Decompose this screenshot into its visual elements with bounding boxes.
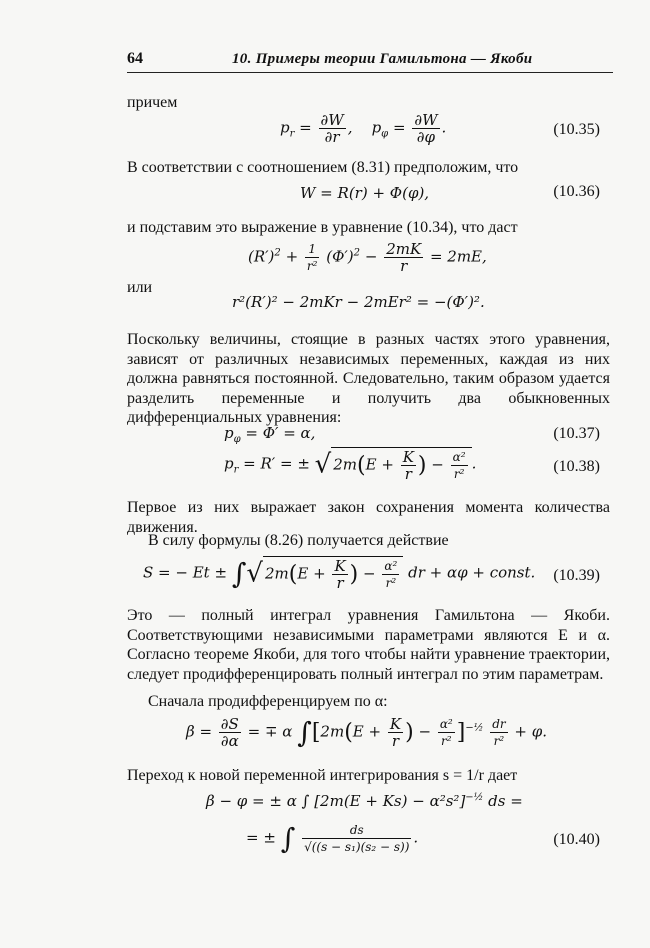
text-sootvetstvii: В соответствии с соотношением (8.31) предположим, что — [127, 159, 519, 176]
equation-number-10-39: (10.39) — [553, 567, 600, 584]
equation-10-35: $p_r$ = $\frac{\partial W}{\partial r}$ , $p_\varphi$ = $\frac{\partial W}{\partial\varphi}$ . — [280, 111, 447, 146]
paragraph-poskolku: Поскольку величины, стоящие в разных частях этого уравнения, зависят от различных независимых переменных, каждая из них должна равняться постоянной. Следовательно, таким образом удается разделить переменные и получить два обыкновенных дифференциальных уравнения: — [127, 331, 610, 426]
text-prichem: причем — [127, 94, 178, 111]
equation-number-10-35: (10.35) — [553, 121, 600, 138]
equation-10-38: $p_r = R'$ = ± √ 2m(E + $\frac{K}{r}$ ) − $\frac{\text{α²}}{\text{r²}}$ . — [224, 448, 477, 483]
equation-number-10-37: (10.37) — [553, 425, 600, 442]
equation-10-40-line2: = ± ∫ $\frac{ds}{\text{√((s − s₁)(s₂ − s))}}$ . — [246, 822, 419, 855]
page-number: 64 — [127, 50, 143, 67]
equation-beta: β = $\frac{\partial S}{\partial\alpha}$ = ∓ α ∫[2m(E + $\frac{K}{r}$ ) − $\frac{\text{α²}}{\text{r²}}$ ]$^{-\frac{1}{2}}$ $\frac{dr}{\text{r²}}$ + φ. — [186, 715, 547, 750]
paragraph-eto: Это — полный интеграл уравнения Гамильтона — Якоби. Соответствующими независимыми параметрами являются E и α. Согласно теореме Якоби, для того чтобы найти уравнение траектории, следует продифференцировать полный интеграл по этим параметрам. — [127, 607, 610, 683]
header-rule — [127, 72, 613, 73]
equation-10-36: W = R(r) + Φ(φ), — [300, 184, 430, 202]
text-ili: или — [127, 279, 153, 296]
text-podstavim: и подставим это выражение в уравнение (10.34), что даст — [127, 219, 518, 236]
text-snachala: Сначала продифференцируем по α: — [148, 693, 388, 710]
equation-10-40-line1: β − φ = ± α ∫ $[2m(E + Ks) - \alpha^2s^2]^{-\frac{1}{2}}$ ds = — [206, 792, 523, 810]
equation-number-10-36: (10.36) — [553, 183, 600, 200]
text-vsilu: В силу формулы (8.26) получается действие — [148, 532, 449, 549]
equation-separated: $(R')^2$ + $\frac{1}{\text{r²}}$ $(\Phi')^2$ − $\frac{2mK}{r}$ = 2mE, — [248, 240, 487, 275]
equation-10-39: S = − Et ± ∫√ 2m(E + $\frac{K}{r}$ ) − $\frac{\text{α²}}{\text{r²}}$ dr + αφ + const. — [143, 557, 536, 592]
paragraph-pervoe: Первое из них выражает закон сохранения момента количества движения. — [127, 499, 610, 536]
equation-10-37: $p_\varphi = \Phi' = \alpha$, — [224, 424, 316, 445]
text-perehod: Переход к новой переменной интегрирования s = 1/r дает — [127, 767, 518, 784]
equation-number-10-38: (10.38) — [553, 458, 600, 475]
equation-multiplied: r²(R′)² − 2mKr − 2mEr² = −(Φ′)². — [232, 293, 485, 311]
running-title: 10. Примеры теории Гамильтона — Якоби — [232, 51, 533, 67]
equation-number-10-40: (10.40) — [553, 831, 600, 848]
